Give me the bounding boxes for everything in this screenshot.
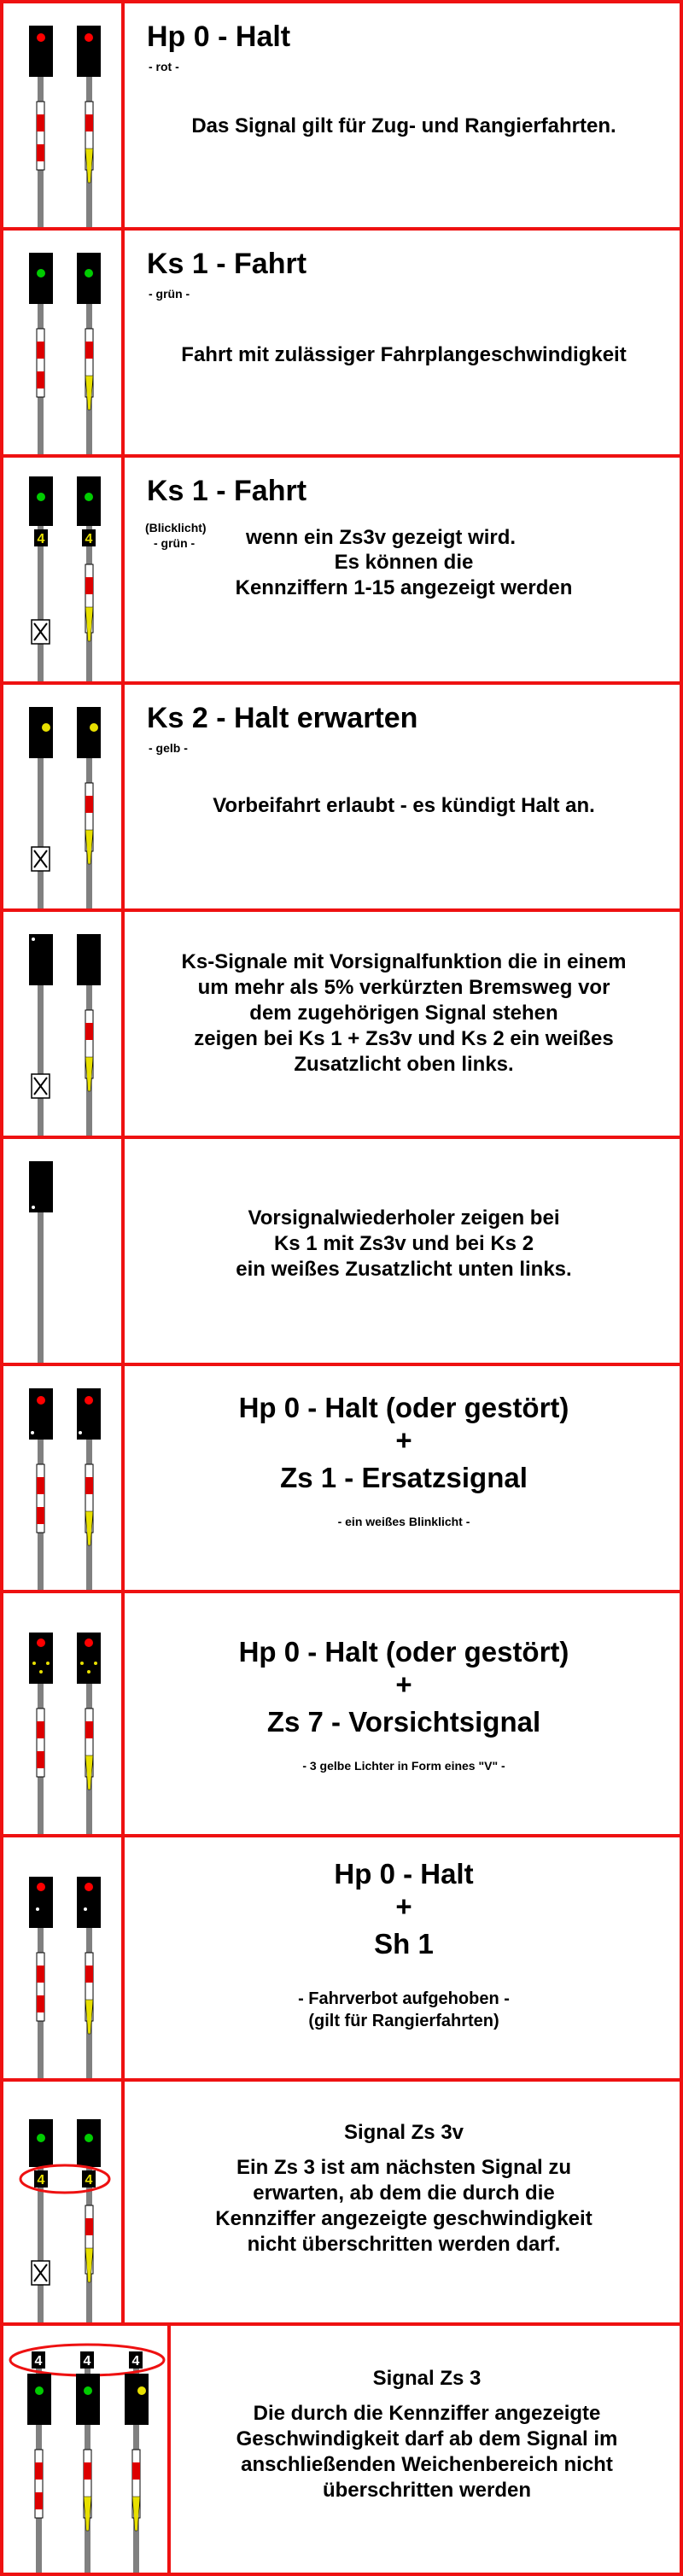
signal-pair-ks1-zs3v-icon [3, 458, 125, 681]
signal-pair-ks1-icon [3, 231, 125, 454]
signal-pair-hp0-icon [3, 3, 125, 227]
signal-title: Ks 2 - Halt erwarten [147, 702, 418, 734]
signal-title: Hp 0 - Halt [147, 20, 291, 53]
svg-text:4: 4 [37, 532, 45, 546]
signal-row-zs3v [3, 2082, 680, 2326]
signal-title-2: Zs 1 - Ersatzsignal [280, 1462, 528, 1493]
svg-text:4: 4 [85, 2173, 93, 2188]
signal-text: Vorbeifahrt erlaubt - es kündigt Halt an. [213, 794, 595, 817]
svg-text:4: 4 [131, 2354, 140, 2369]
signal-text: Vorsignalwiederholer zeigen bei Ks 1 mit Zs3v und bei Ks 2 ein weißes Zusatzlicht unten links. [236, 1206, 572, 1281]
signal-description [128, 1366, 680, 1590]
svg-text:4: 4 [34, 2354, 43, 2369]
signal-pair-zs3v-icon [3, 2082, 125, 2322]
signal-illustration [3, 1837, 125, 2078]
signal-text: Ein Zs 3 ist am nächsten Signal zu erwarten, ab dem die durch die Kennziffer angezeigte geschwindigkeit nicht überschritten werden darf. [215, 2156, 593, 2256]
signal-note: (Blicklicht) [145, 521, 207, 534]
signal-description [128, 1593, 680, 1834]
signal-title: Signal Zs 3v [343, 2121, 464, 2144]
signal-description [128, 1139, 680, 1363]
signal-pair-zs7-icon [3, 1593, 125, 1834]
signal-row-ks1 [3, 231, 680, 458]
signal-color: - grün - [154, 536, 196, 550]
signal-color: - rot - [149, 60, 179, 73]
signal-row-zs7 [3, 1593, 680, 1837]
signal-illustration [3, 1139, 125, 1363]
signal-title: Ks 1 - Fahrt [147, 475, 307, 507]
signal-description [128, 2082, 680, 2322]
signal-illustration [3, 685, 125, 908]
signal-text: Die durch die Kennziffer angezeigte Geschwindigkeit darf ab dem Signal im anschließenden Weichenbereich nicht überschritten werden [236, 2402, 618, 2502]
signal-repeater-icon [3, 1139, 125, 1363]
signal-color: - gelb - [149, 741, 188, 755]
signal-illustration [3, 2082, 125, 2322]
signal-row-ks2 [3, 685, 680, 912]
signal-row-sh1 [3, 1837, 680, 2082]
signal-illustration [3, 231, 125, 454]
signal-title-2: Sh 1 [374, 1928, 434, 1960]
signal-text-2: Es können die Kennziffern 1-15 angezeigt werden [235, 551, 573, 599]
signal-row-zs1 [3, 1366, 680, 1593]
signal-text: Fahrt mit zulässiger Fahrplangeschwindigkeit [181, 343, 627, 366]
signal-description [128, 458, 680, 681]
signal-title: Signal Zs 3 [372, 2367, 482, 2390]
signal-illustration [3, 912, 125, 1136]
signal-title: Hp 0 - Halt (oder gestört) [238, 1636, 569, 1668]
signal-illustration [3, 2326, 171, 2573]
signal-note: - ein weißes Blinklicht - [337, 1515, 470, 1528]
signal-row-zs3 [3, 2326, 680, 2573]
signal-note: - Fahrverbot aufgehoben - (gilt für Rangierfahrten) [298, 1989, 510, 2030]
signal-pair-vorsignal-icon [3, 912, 125, 1136]
signal-description [128, 912, 680, 1136]
signal-title: Ks 1 - Fahrt [147, 248, 307, 280]
signal-plus: + [395, 1668, 412, 1700]
signal-illustration [3, 3, 125, 227]
signal-plus: + [395, 1424, 412, 1456]
signal-pair-ks2-icon [3, 685, 125, 908]
signal-illustration [3, 1366, 125, 1590]
signal-description [128, 1837, 680, 2078]
svg-text:4: 4 [83, 2354, 91, 2369]
signal-row-ks1-blink [3, 458, 680, 685]
signal-title: Hp 0 - Halt [334, 1858, 474, 1890]
signal-row-vorsignal [3, 912, 680, 1139]
signal-triple-zs3-icon [3, 2326, 171, 2573]
signal-row-wiederholer [3, 1139, 680, 1366]
signal-color: - grün - [149, 287, 190, 301]
signal-row-hp0 [3, 3, 680, 231]
svg-text:4: 4 [85, 532, 93, 546]
signal-plus: + [395, 1890, 412, 1922]
signal-title: Hp 0 - Halt (oder gestört) [238, 1392, 569, 1423]
signal-illustration [3, 1593, 125, 1834]
signal-description [128, 231, 680, 454]
signal-note: - 3 gelbe Lichter in Form eines "V" - [302, 1759, 505, 1773]
signal-text: Das Signal gilt für Zug- und Rangierfahrten. [191, 114, 616, 137]
signal-description [128, 685, 680, 908]
svg-text:4: 4 [37, 2173, 45, 2188]
signal-description [128, 3, 680, 227]
signal-title-2: Zs 7 - Vorsichtsignal [266, 1706, 541, 1738]
signal-illustration [3, 458, 125, 681]
signal-description [174, 2326, 680, 2573]
signal-pair-sh1-icon [3, 1837, 125, 2078]
signal-text: Ks-Signale mit Vorsignalfunktion die in einem um mehr als 5% verkürzten Bremsweg vor dem zugehörigen Signal stehen zeigen bei Ks 1 + Zs3v und Ks 2 ein weißes Zusatzlicht oben links. [181, 950, 627, 1076]
signal-text: wenn ein Zs3v gezeigt wird. [246, 526, 517, 549]
signal-pair-zs1-icon [3, 1366, 125, 1590]
